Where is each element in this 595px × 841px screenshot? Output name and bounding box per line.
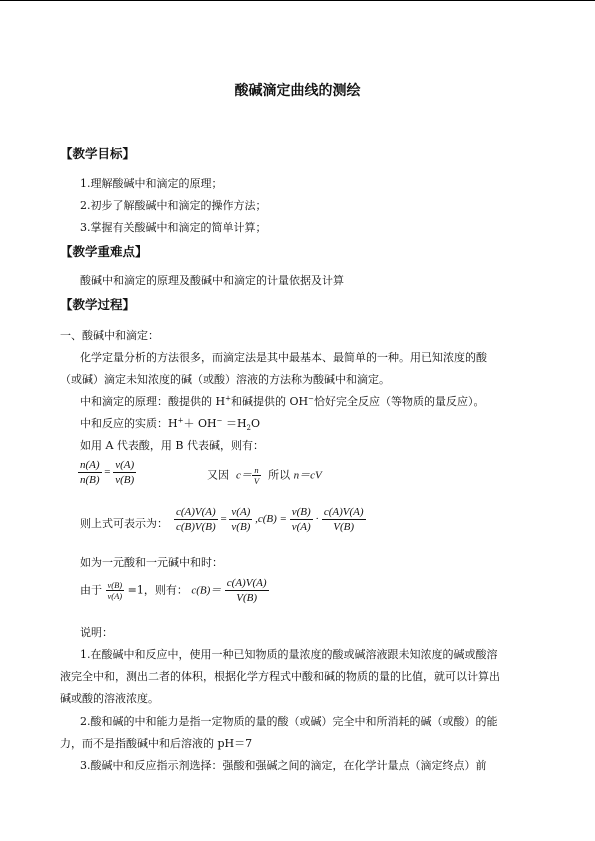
- paragraph: 则上式可表示为：: [80, 517, 168, 530]
- paragraph: 化学定量分析的方法很多，而滴定法是其中最基本、最简单的一种。用已知浓度的酸: [80, 351, 487, 364]
- page-title: 酸碱滴定曲线的测绘: [234, 83, 361, 99]
- equation-ratio: $\frac{n(A)}{n(B)}$ = $\frac{v(A)}{v(B)}$: [80, 459, 135, 486]
- goal-item: 1.理解酸碱中和滴定的原理；: [80, 177, 223, 190]
- goal-item: 3.掌握有关酸碱中和滴定的简单计算；: [80, 221, 267, 234]
- header-rule: [0, 0, 595, 1]
- fraction: $\frac{v(B)}{v(A)}$: [107, 580, 123, 601]
- paragraph: 3.酸碱中和反应指示剂选择：强酸和强碱之间的滴定，在化学计量点（滴定终点）前: [80, 759, 487, 772]
- goal-item: 2.初步了解酸碱中和滴定的操作方法；: [80, 199, 267, 212]
- fraction: $\frac{v(A)}{v(B)}$: [115, 459, 135, 486]
- section-heading-goals: 【教学目标】: [60, 146, 136, 161]
- paragraph-principle: 中和滴定的原理：酸提供的 H+和碱提供的 OH−恰好完全反应（等物质的量反应）。: [80, 394, 485, 408]
- paragraph: 碱或酸的溶液浓度。: [60, 692, 159, 705]
- key-text: 酸碱中和滴定的原理及酸碱中和滴定的计量依据及计算: [80, 274, 344, 287]
- equation-expanded: $\frac{c(A)V(A)}{c(B)V(B)}$ = $\frac{v(A)}{v(B)}$ ,c(B) = $\frac{v(B)}{v(A)}$ · $\frac{c(A)V(A)}{V(B)}$: [176, 506, 364, 533]
- paragraph: 2.酸和碱的中和能力是指一定物质的量的酸（或碱）完全中和所消耗的碱（或酸）的能: [80, 715, 498, 728]
- paragraph: 力，而不是指酸碱中和后溶液的 pH＝7: [60, 737, 253, 750]
- paragraph: 1.在酸碱中和反应中，使用一种已知物质的量浓度的酸或碱溶液跟未知浓度的碱或酸溶: [80, 648, 498, 661]
- fraction: $\frac{c(A)V(A)}{V(B)}$: [226, 577, 267, 604]
- section-heading-process: 【教学过程】: [60, 297, 136, 312]
- paragraph: 说明：: [80, 626, 113, 639]
- fraction: $\frac{n}{V}$: [253, 465, 260, 486]
- fraction: $\frac{n(A)}{n(B)}$: [80, 459, 100, 486]
- fraction: $\frac{v(A)}{v(B)}$: [231, 506, 251, 533]
- paragraph: 如用 A 代表酸，用 B 代表碱，则有：: [80, 439, 265, 452]
- equation-relation: 又因 c＝ $\frac{n}{V}$ 所以 n＝cV: [207, 465, 322, 486]
- paragraph: 液完全中和，测出二者的体积，根据化学方程式中酸和碱的物质的量的比值，就可以计算出: [60, 670, 500, 683]
- fraction: $\frac{v(B)}{v(A)}$: [291, 506, 311, 533]
- paragraph: （或碱）滴定未知浓度的碱（或酸）溶液的方法称为酸碱中和滴定。: [60, 373, 390, 386]
- fraction: $\frac{c(A)V(A)}{c(B)V(B)}$: [176, 506, 216, 533]
- paragraph: 一、酸碱中和滴定：: [60, 329, 159, 342]
- paragraph: 如为一元酸和一元碱中和时：: [80, 556, 223, 569]
- paragraph-essence: 中和反应的实质：$H^++ OH^- =H_2O$: [80, 416, 261, 433]
- equation-monoprotic: 由于 $\frac{v(B)}{v(A)}$ =1，则有： c(B)＝ $\frac{c(A)V(A)}{V(B)}$: [80, 577, 267, 604]
- section-heading-key: 【教学重难点】: [60, 244, 148, 259]
- fraction: $\frac{c(A)V(A)}{V(B)}$: [323, 506, 364, 533]
